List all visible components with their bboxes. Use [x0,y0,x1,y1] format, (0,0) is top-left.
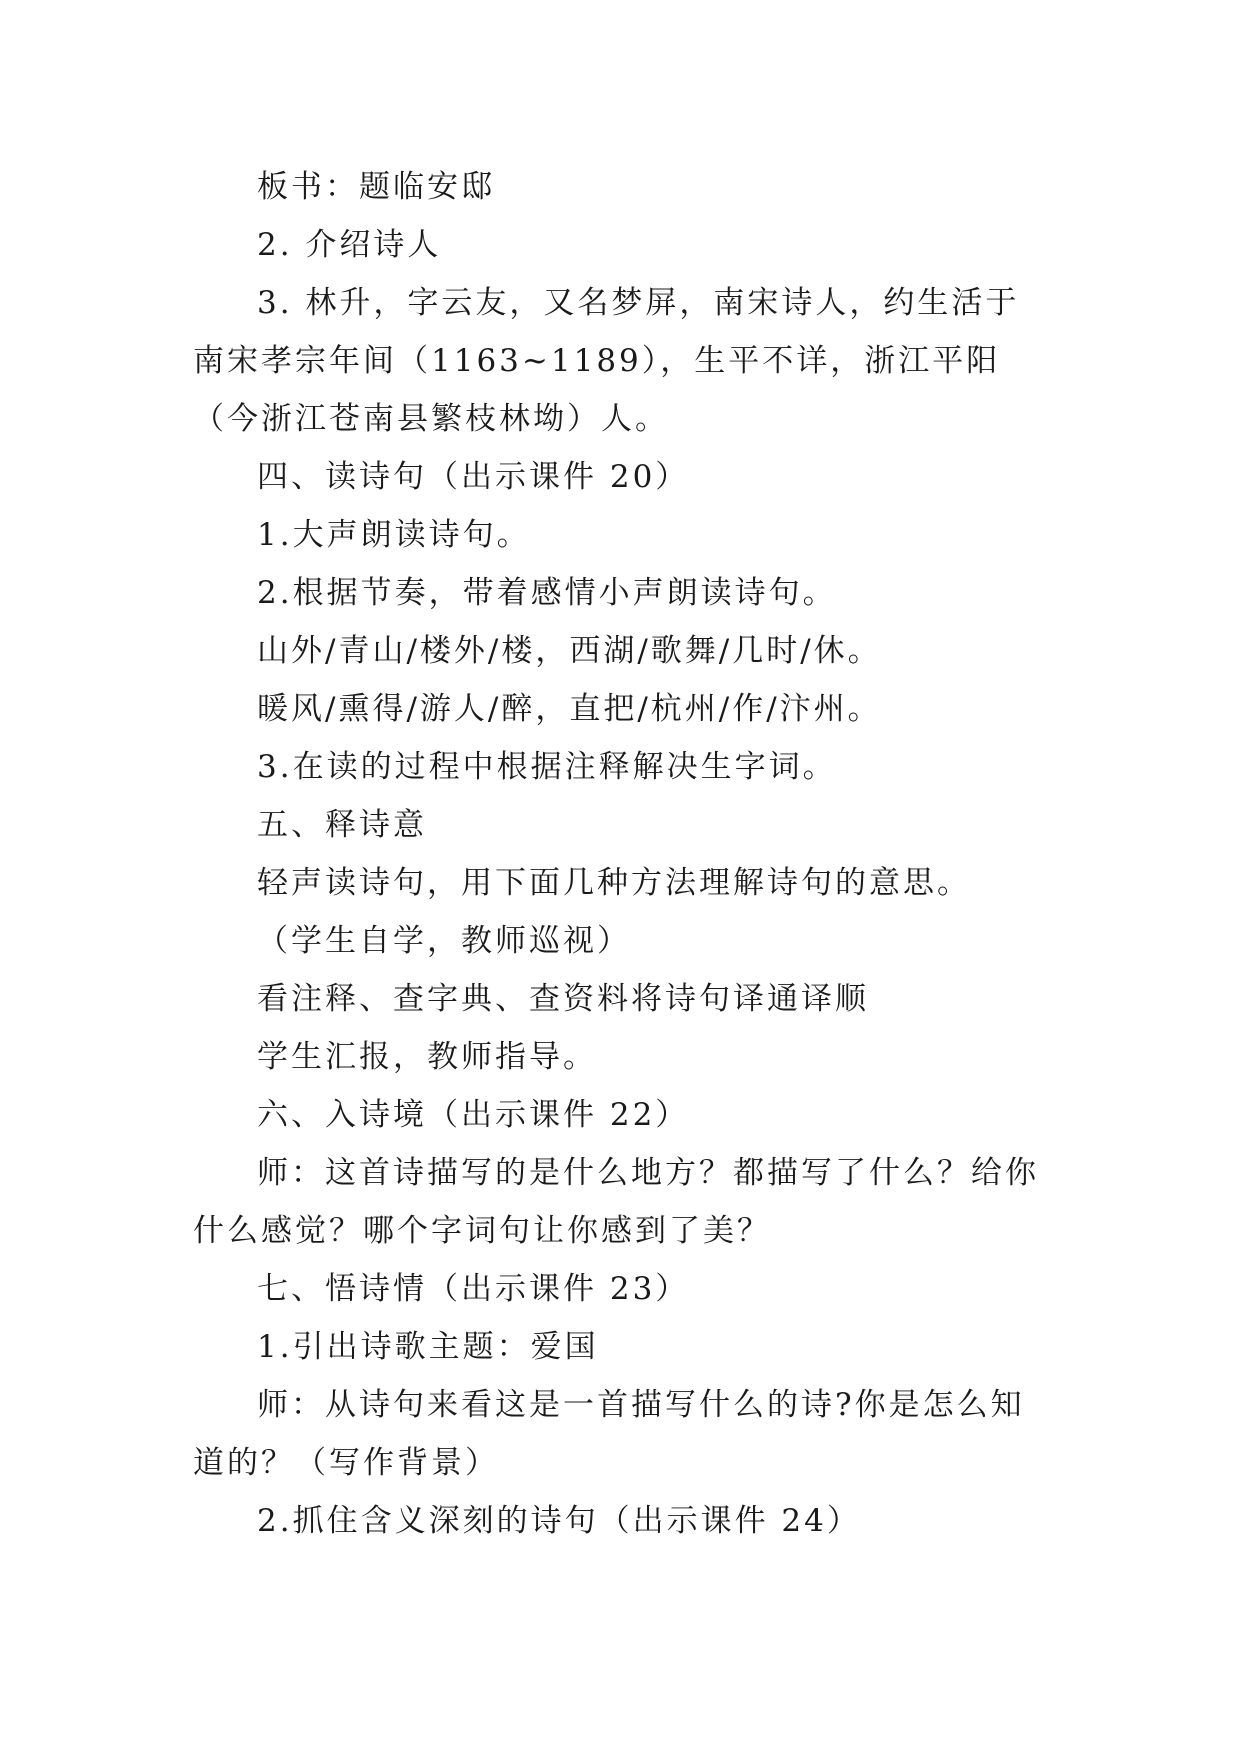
section-heading-poem-emotion: 七、悟诗情（出示课件 23） [257,1271,690,1307]
paragraph-blackboard: 板书：题临安邸 [257,169,495,205]
poem-line-2: 暖风/熏得/游人/醉，直把/杭州/作/汴州。 [257,691,882,727]
paragraph-poet-bio: 3. 林升，字云友，又名梦屏，南宋诗人，约生活于南宋孝宗年间（1163~1189），生平不详，浙江平阳（今浙江苍南县繁枝林坳）人。 [193,285,1020,437]
section-heading-poem-scene: 六、入诗境（出示课件 22） [257,1097,690,1133]
document-body [193,158,1053,1550]
poem-line-1: 山外/青山/楼外/楼，西湖/歌舞/几时/休。 [257,633,882,669]
paragraph-methods: 轻声读诗句，用下面几种方法理解诗句的意思。 [257,865,971,901]
paragraph-teacher-questions: 师：这首诗描写的是什么地方？都描写了什么？给你什么感觉？哪个字词句让你感到了美？ [193,1155,1039,1249]
paragraph-self-study: （学生自学，教师巡视） [257,923,631,959]
section-heading-explain-meaning: 五、释诗意 [257,807,427,843]
paragraph-theme: 1.引出诗歌主题：爱国 [257,1329,599,1365]
section-heading-read-poem: 四、读诗句（出示课件 20） [257,459,690,495]
paragraph-annotations: 看注释、查字典、查资料将诗句译通译顺 [257,981,869,1017]
paragraph-teacher-background: 师：从诗句来看这是一首描写什么的诗?你是怎么知道的？（写作背景） [193,1387,1025,1481]
paragraph-introduce-poet: 2. 介绍诗人 [257,227,442,263]
paragraph-student-report: 学生汇报，教师指导。 [257,1039,597,1075]
paragraph-read-rhythm: 2.根据节奏，带着感情小声朗读诗句。 [257,575,837,611]
paragraph-new-words: 3.在读的过程中根据注释解决生字词。 [257,749,837,785]
paragraph-deep-lines: 2.抓住含义深刻的诗句（出示课件 24） [257,1503,861,1539]
paragraph-read-aloud: 1.大声朗读诗句。 [257,517,531,553]
